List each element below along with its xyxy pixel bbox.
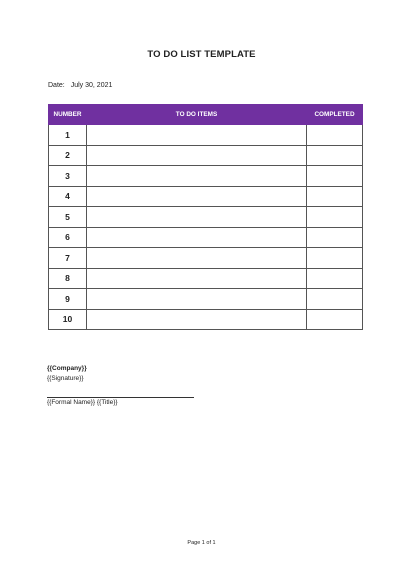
signature-placeholder: {{Signature}}: [47, 375, 84, 382]
row-number: 2: [49, 145, 87, 166]
row-item-cell[interactable]: [87, 248, 307, 269]
header-completed: COMPLETED: [307, 105, 363, 125]
table-row: [49, 227, 363, 248]
table-row: [49, 207, 363, 228]
row-item-cell[interactable]: [87, 207, 307, 228]
row-completed-cell[interactable]: [307, 289, 363, 310]
row-completed-cell[interactable]: [307, 227, 363, 248]
signature-line: [47, 397, 194, 398]
table-row: [49, 248, 363, 269]
date-value: July 30, 2021: [70, 82, 113, 89]
header-number: NUMBER: [49, 105, 87, 125]
row-number: 3: [49, 166, 87, 187]
table-row: [49, 125, 363, 146]
row-number: 8: [49, 268, 87, 289]
row-item-cell[interactable]: [87, 309, 307, 330]
table-row: [49, 289, 363, 310]
row-item-cell[interactable]: [87, 289, 307, 310]
row-number: 4: [49, 186, 87, 207]
company-placeholder: {{Company}}: [47, 365, 87, 372]
table-row: [49, 145, 363, 166]
row-item-cell[interactable]: [87, 125, 307, 146]
formal-name-title-placeholder: {{Formal Name}} {{Title}}: [47, 399, 118, 406]
row-item-cell[interactable]: [87, 186, 307, 207]
row-number: 10: [49, 309, 87, 330]
row-number: 7: [49, 248, 87, 269]
row-completed-cell[interactable]: [307, 166, 363, 187]
row-completed-cell[interactable]: [307, 309, 363, 330]
row-item-cell[interactable]: [87, 166, 307, 187]
table-row: [49, 268, 363, 289]
row-item-cell[interactable]: [87, 227, 307, 248]
row-item-cell[interactable]: [87, 268, 307, 289]
row-completed-cell[interactable]: [307, 186, 363, 207]
row-number: 9: [49, 289, 87, 310]
row-completed-cell[interactable]: [307, 207, 363, 228]
row-item-cell[interactable]: [87, 145, 307, 166]
date-label: Date:: [48, 82, 65, 89]
date-line: [48, 82, 112, 89]
table-row: [49, 166, 363, 187]
table-row: [49, 186, 363, 207]
todo-table: [48, 104, 363, 330]
row-completed-cell[interactable]: [307, 268, 363, 289]
header-todo-items: TO DO ITEMS: [87, 105, 307, 125]
table-row: [49, 309, 363, 330]
document-title: TO DO LIST TEMPLATE: [147, 49, 256, 60]
row-completed-cell[interactable]: [307, 125, 363, 146]
row-completed-cell[interactable]: [307, 145, 363, 166]
table-header-row: [49, 105, 363, 125]
row-number: 1: [49, 125, 87, 146]
row-number: 5: [49, 207, 87, 228]
row-completed-cell[interactable]: [307, 248, 363, 269]
row-number: 6: [49, 227, 87, 248]
page-number: Page 1 of 1: [187, 540, 216, 546]
